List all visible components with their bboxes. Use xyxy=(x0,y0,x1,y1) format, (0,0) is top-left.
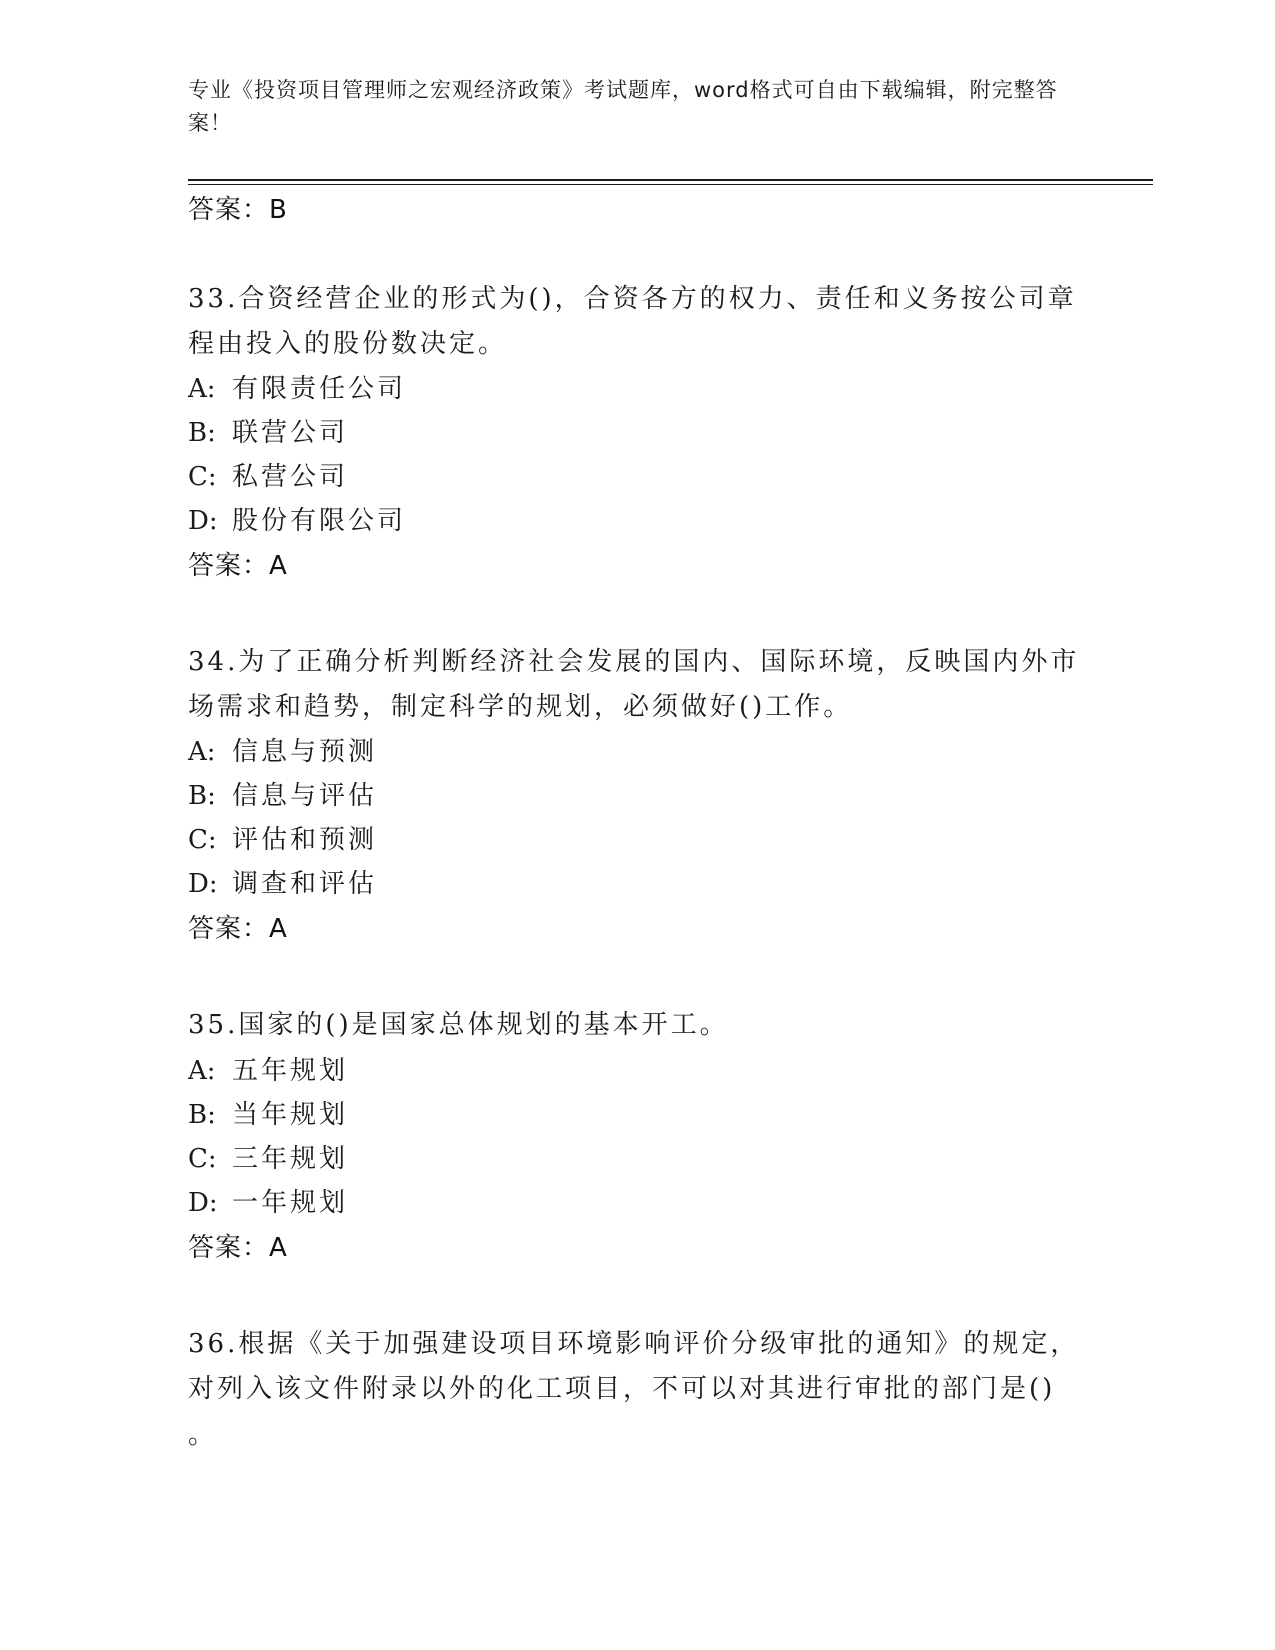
option-letter: D: xyxy=(188,506,218,536)
option-text: 联营公司 xyxy=(232,418,349,448)
option-c xyxy=(188,462,348,492)
option-c xyxy=(188,1144,348,1174)
answer-line: 答案：A xyxy=(188,1233,288,1263)
option-text: 信息与预测 xyxy=(232,737,378,767)
option-letter: D: xyxy=(188,1188,218,1218)
question-text: 36.根据《关于加强建设项目环境影响评价分级审批的通知》的规定，对列入该文件附录以外的化工项目，不可以对其进行审批的部门是() xyxy=(188,1329,1080,1404)
previous-answer: 答案：B xyxy=(188,195,288,225)
option-a xyxy=(188,737,377,767)
answer-line: 答案：A xyxy=(188,914,288,944)
option-d xyxy=(188,1188,348,1218)
header-divider-thin xyxy=(188,184,1153,185)
option-b xyxy=(188,1100,348,1130)
option-text: 信息与评估 xyxy=(232,781,378,811)
option-letter: B: xyxy=(188,418,216,448)
option-letter: C: xyxy=(188,825,217,855)
option-text: 股份有限公司 xyxy=(232,506,407,536)
option-a xyxy=(188,1056,348,1086)
option-text: 当年规划 xyxy=(232,1100,349,1130)
option-letter: A: xyxy=(188,737,216,767)
option-letter: A: xyxy=(188,1056,216,1086)
answer-line: 答案：A xyxy=(188,551,288,581)
question-text: 33.合资经营企业的形式为()，合资各方的权力、责任和义务按公司章程由投入的股份数决定。 xyxy=(188,284,1077,359)
option-text: 私营公司 xyxy=(232,462,349,492)
option-a xyxy=(188,374,406,404)
option-d xyxy=(188,506,406,536)
question-text-tail: 。 xyxy=(188,1420,218,1450)
option-text: 一年规划 xyxy=(232,1188,349,1218)
option-d xyxy=(188,869,377,899)
option-b xyxy=(188,418,348,448)
question-text: 35.国家的()是国家总体规划的基本开工。 xyxy=(188,1010,729,1040)
question-text: 34.为了正确分析判断经济社会发展的国内、国际环境，反映国内外市场需求和趋势，制定科学的规划，必须做好()工作。 xyxy=(188,647,1080,722)
option-letter: A: xyxy=(188,374,216,404)
header-divider-thick xyxy=(188,179,1153,181)
option-letter: C: xyxy=(188,1144,217,1174)
option-text: 五年规划 xyxy=(232,1056,349,1086)
option-b xyxy=(188,781,377,811)
option-letter: B: xyxy=(188,1100,216,1130)
option-c xyxy=(188,825,377,855)
option-text: 三年规划 xyxy=(232,1144,349,1174)
option-text: 有限责任公司 xyxy=(232,374,407,404)
option-letter: C: xyxy=(188,462,217,492)
option-text: 评估和预测 xyxy=(232,825,378,855)
option-letter: D: xyxy=(188,869,218,899)
option-text: 调查和评估 xyxy=(232,869,378,899)
option-letter: B: xyxy=(188,781,216,811)
document-header-intro: 专业《投资项目管理师之宏观经济政策》考试题库，word格式可自由下载编辑，附完整答案！ xyxy=(188,78,1058,135)
